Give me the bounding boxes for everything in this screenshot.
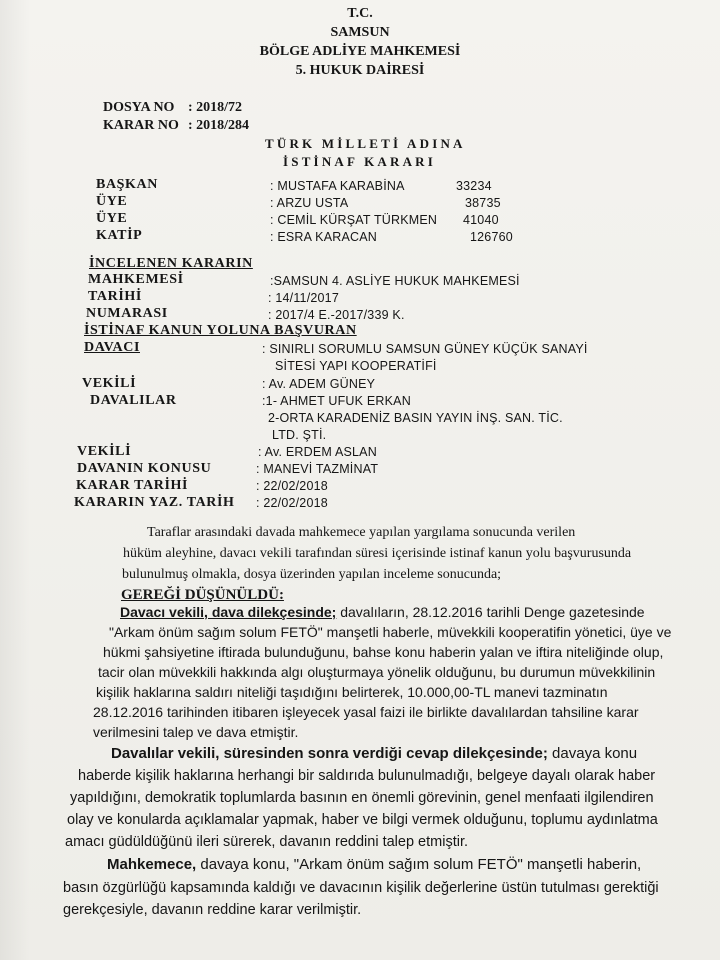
para2-line-3: yapıldığını, demokratik toplumlarda basının en önemli görevinin, genel menfaati ilgilendiren [70, 790, 654, 806]
para3-line-2: basın özgürlüğü kapsamında kaldığı ve davacının kişilik değerlerine üstün tutulması gerektiği [63, 880, 659, 896]
para2-line-1 [111, 745, 637, 762]
davalilar-label: DAVALILAR [90, 393, 177, 408]
appeal-heading: İSTİNAF KANUN YOLUNA BAŞVURAN [84, 323, 357, 338]
para1-lead: Davacı vekili, dava dilekçesinde; [120, 604, 337, 620]
panel-role-2: ÜYE [96, 211, 128, 226]
numarasi-label: NUMARASI [86, 306, 168, 321]
davaci-value-2: SİTESİ YAPI KOOPERATİFİ [275, 359, 437, 373]
mahkemesi-label: MAHKEMESİ [88, 272, 184, 287]
panel-name-2: : CEMİL KÜRŞAT TÜRKMEN [270, 213, 438, 227]
karar-tarihi-value: : 22/02/2018 [256, 479, 328, 493]
para1-line-4: tacir olan müvekkili hakkında algı oluşturmaya yönelik olduğunu, bu durumun müvekkilinin [98, 664, 656, 680]
konu-value: : MANEVİ TAZMİNAT [256, 462, 379, 476]
mahkemesi-value: :SAMSUN 4. ASLİYE HUKUK MAHKEMESİ [270, 274, 520, 288]
para1-text-1: davalıların, 28.12.2016 tarihli Denge gazetesinde [336, 604, 645, 620]
intro-line-1: Taraflar arasındaki davada mahkemece yapılan yargılama sonucunda verilen [147, 525, 576, 540]
davalilar-value-2: 2-ORTA KARADENİZ BASIN YAYIN İNŞ. SAN. TİC. [268, 411, 563, 425]
para2-lead: Davalılar vekili, süresinden sonra verdiği cevap dilekçesinde; [111, 745, 548, 762]
karar-no-value: : 2018/284 [188, 118, 250, 133]
para2-text-1: davaya konu [547, 745, 638, 762]
numarasi-value: : 2017/4 E.-2017/339 K. [268, 308, 405, 322]
panel-role-3: KATİP [96, 228, 143, 243]
vekili-value-2: : Av. ERDEM ASLAN [258, 445, 377, 459]
para3-text-1: davaya konu, "Arkam önüm sağım solum FETÖ" manşetli haberin, [196, 856, 642, 873]
karar-tarihi-label: KARAR TARİHİ [76, 478, 189, 493]
dosya-label: DOSYA NO [103, 100, 175, 115]
vekili-value-1: : Av. ADEM GÜNEY [262, 377, 376, 391]
para2-line-5: amacı güdüldüğünü ileri sürerek, davanın reddini talep etmiştir. [65, 834, 469, 850]
header-chamber: 5. HUKUK DAİRESİ [295, 63, 425, 78]
para3-lead: Mahkemece, [107, 856, 197, 873]
intro-line-2: hüküm aleyhine, davacı vekili tarafından süresi içerisinde istinaf kanun yolu başvurusunda [123, 546, 632, 561]
para1-line-2: "Arkam önüm sağım solum FETÖ" manşetli haberle, müvekkili kooperatifin yönetici, üye ve [109, 624, 672, 640]
panel-no-3: 126760 [470, 230, 513, 244]
vekili-label-2: VEKİLİ [77, 444, 132, 459]
intro-line-3: bulunulmuş olmakla, dosya üzerinden yapılan inceleme sonucunda; [122, 567, 502, 582]
panel-no-2: 41040 [463, 213, 499, 227]
header-tc: T.C. [347, 6, 373, 21]
tarihi-label: TARİHİ [88, 289, 142, 304]
konu-label: DAVANIN KONUSU [77, 461, 212, 476]
para3-line-3: gerekçesiyle, davanın reddine karar verilmiştir. [63, 902, 362, 918]
davalilar-value-3: LTD. ŞTİ. [272, 428, 327, 442]
para1-line-3: hükmi şahsiyetine iftirada bulunduğunu, bahse konu haberin yalan ve iftira niteliğinde olup, [103, 644, 664, 660]
para3-line-1 [107, 856, 641, 873]
para2-line-4: olay ve konularda açıklamalar yapmak, haber ve bilgi vermek olduğunu, toplumu aydınlatma [67, 812, 658, 828]
dosya-value: : 2018/72 [188, 100, 243, 115]
panel-name-3: : ESRA KARACAN [270, 230, 377, 244]
para1-line-7: verilmesini talep ve dava etmiştir. [93, 724, 299, 740]
header-court: BÖLGE ADLİYE MAHKEMESİ [259, 44, 461, 59]
gerekli-heading: GEREĞİ DÜŞÜNÜLDÜ: [121, 587, 284, 603]
title-line1: TÜRK MİLLETİ ADINA [265, 136, 466, 151]
yaz-tarihi-value: : 22/02/2018 [256, 496, 328, 510]
karar-no-label: KARAR NO [103, 118, 179, 133]
vekili-label-1: VEKİLİ [82, 376, 137, 391]
header-city: SAMSUN [330, 25, 390, 40]
panel-no-1: 38735 [465, 196, 501, 210]
davalilar-value-1: :1- AHMET UFUK ERKAN [262, 394, 411, 408]
panel-role-0: BAŞKAN [96, 177, 158, 192]
yaz-tarihi-label: KARARIN YAZ. TARİH [74, 495, 235, 510]
panel-name-1: : ARZU USTA [270, 196, 349, 210]
para1-line-5: kişilik haklarına saldırı niteliği taşıdığını belirterek, 10.000,00-TL manevi tazminatın [96, 684, 608, 700]
para2-line-2: haberde kişilik haklarına herhangi bir saldırıda bulunulmadığı, belgeye dayalı olarak haber [78, 768, 656, 784]
panel-no-0: 33234 [456, 179, 492, 193]
panel-name-0: : MUSTAFA KARABİNA [270, 179, 405, 193]
panel-role-1: ÜYE [96, 194, 128, 209]
title-line2: İSTİNAF KARARI [283, 154, 437, 169]
davaci-value-1: : SINIRLI SORUMLU SAMSUN GÜNEY KÜÇÜK SANAYİ [262, 342, 588, 356]
para1-line-6: 28.12.2016 tarihinden itibaren işleyecek yasal faizi ile birlikte davalılardan tahsiline karar [93, 704, 639, 720]
para1-line-1 [120, 604, 645, 620]
reviewed-heading: İNCELENEN KARARIN [89, 256, 253, 271]
tarihi-value: : 14/11/2017 [268, 291, 339, 305]
davaci-label: DAVACI [84, 340, 140, 355]
